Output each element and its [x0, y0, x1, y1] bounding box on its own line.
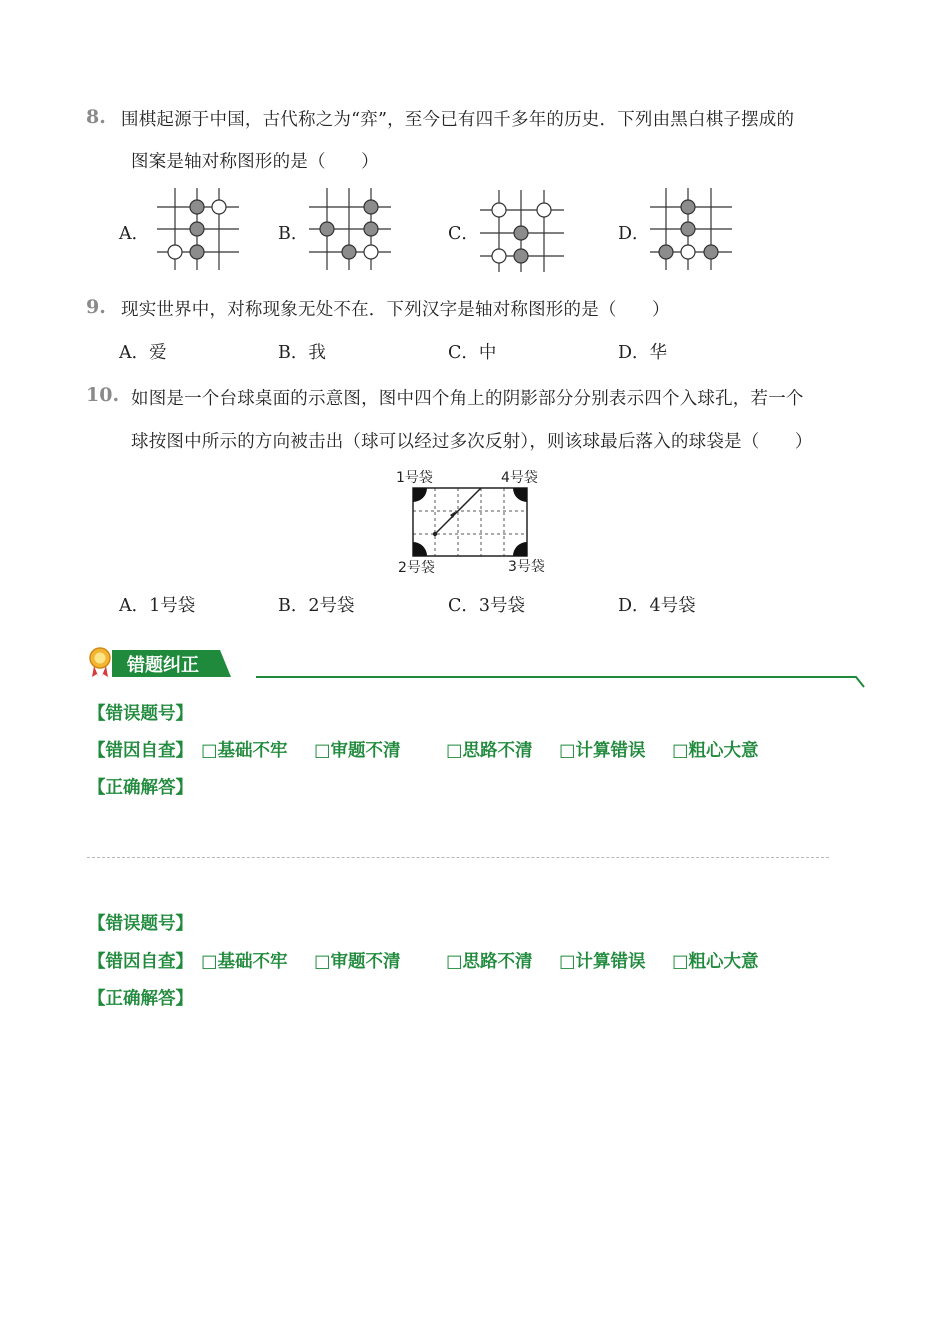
option-a-label: A． — [119, 224, 150, 244]
question-number: 9. — [86, 296, 106, 318]
go-board-c — [480, 190, 564, 272]
checkbox-unclear-approach[interactable]: □思路不清 — [446, 741, 533, 761]
checkbox-weak-foundation[interactable]: □基础不牢 — [201, 741, 288, 761]
option-c: C．3号袋 — [448, 596, 526, 616]
option-c-label: C． — [448, 224, 479, 244]
checkbox-calculation-error[interactable]: □计算错误 — [559, 952, 646, 972]
go-board-b — [309, 188, 391, 270]
go-board-d — [650, 188, 732, 270]
correct-answer-label: 【正确解答】 — [88, 989, 193, 1009]
go-board-a — [157, 188, 239, 270]
error-cause-label: 【错因自查】 — [88, 741, 193, 761]
checkbox-unclear-approach[interactable]: □思路不清 — [446, 952, 533, 972]
option-b: B．2号袋 — [278, 596, 355, 616]
option-d: D．华 — [618, 343, 668, 363]
option-c: C．中 — [448, 343, 497, 363]
wrong-question-number-label: 【错误题号】 — [88, 914, 193, 934]
section-header-graphic — [88, 645, 866, 691]
question-number: 10. — [86, 384, 120, 406]
question-text: 如图是一个台球桌面的示意图，图中四个角上的阴影部分分别表示四个入球孔，若一个 — [131, 389, 804, 409]
billiard-table-diagram — [412, 487, 528, 557]
checkbox-careless[interactable]: □粗心大意 — [672, 741, 759, 761]
dashed-separator — [87, 857, 829, 858]
option-a: A．1号袋 — [119, 596, 196, 616]
pocket-label-3: 3号袋 — [508, 559, 545, 575]
option-d-label: D． — [618, 224, 650, 244]
checkbox-weak-foundation[interactable]: □基础不牢 — [201, 952, 288, 972]
question-text: 图案是轴对称图形的是（ ） — [131, 152, 379, 172]
checkbox-misread[interactable]: □审题不清 — [314, 952, 401, 972]
pocket-label-1: 1号袋 — [396, 470, 433, 486]
pocket-label-4: 4号袋 — [501, 470, 538, 486]
section-title: 错题纠正 — [127, 655, 199, 676]
pocket-label-2: 2号袋 — [398, 560, 435, 576]
option-b-label: B． — [278, 224, 309, 244]
checkbox-careless[interactable]: □粗心大意 — [672, 952, 759, 972]
checkbox-misread[interactable]: □审题不清 — [314, 741, 401, 761]
checkbox-calculation-error[interactable]: □计算错误 — [559, 741, 646, 761]
option-a: A．爱 — [119, 343, 167, 363]
medal-icon — [90, 648, 110, 678]
question-text: 围棋起源于中国，古代称之为“弈”，至今已有四千多年的历史．下列由黑白棋子摆成的 — [121, 110, 795, 130]
question-text: 球按图中所示的方向被击出（球可以经过多次反射），则该球最后落入的球袋是（ ） — [131, 432, 813, 452]
question-number: 8. — [86, 106, 106, 128]
option-b: B．我 — [278, 343, 326, 363]
error-cause-label: 【错因自查】 — [88, 952, 193, 972]
wrong-question-number-label: 【错误题号】 — [88, 704, 193, 724]
question-text: 现实世界中，对称现象无处不在．下列汉字是轴对称图形的是（ ） — [121, 300, 670, 320]
correct-answer-label: 【正确解答】 — [88, 778, 193, 798]
option-d: D．4号袋 — [618, 596, 696, 616]
